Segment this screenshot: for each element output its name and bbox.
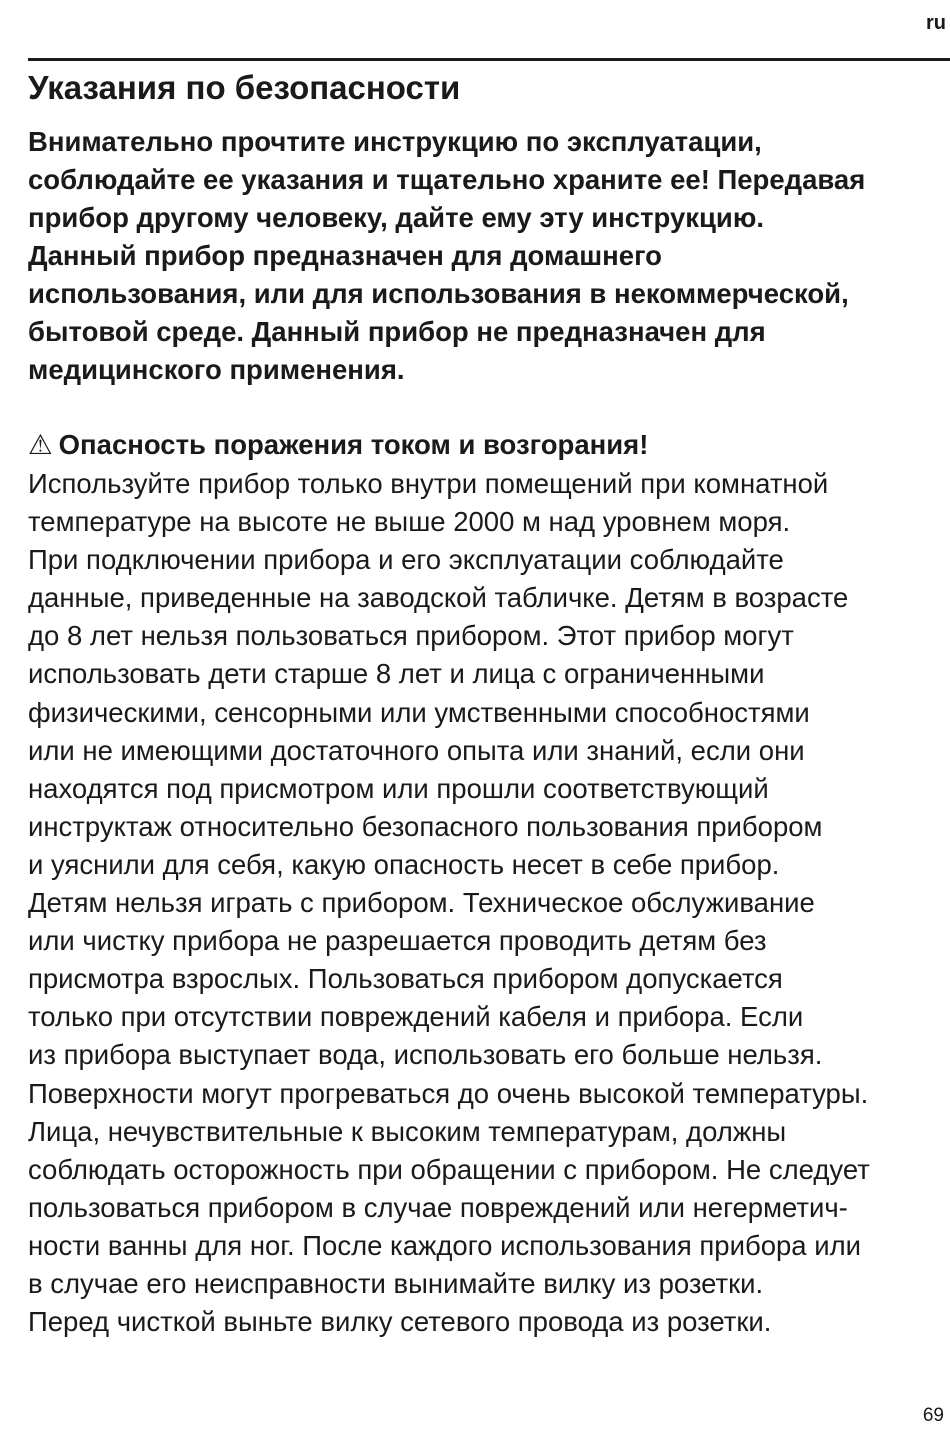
body-line: Лица, нечувствительные к высоким температурам, должны: [28, 1115, 787, 1147]
body-line: температуре на высоте не выше 2000 м над уровнем моря.: [28, 506, 791, 538]
body-line: ности ванны для ног. После каждого использования прибора или: [28, 1229, 862, 1261]
body-line: соблюдать осторожность при обращении с прибором. Не следует: [28, 1153, 870, 1185]
warning-body: [28, 465, 948, 1341]
body-line: При подключении прибора и его эксплуатации соблюдайте: [28, 544, 784, 576]
body-line: или чистку прибора не разрешается проводить детям без: [28, 925, 767, 957]
page-number: 69: [922, 1405, 944, 1426]
language-code: ru: [926, 12, 946, 34]
intro-line: Данный прибор предназначен для домашнего: [28, 240, 662, 271]
intro-paragraph: [28, 123, 948, 389]
body-line: из прибора выступает вода, использовать его больше нельзя.: [28, 1039, 823, 1071]
body-line: только при отсутствии повреждений кабеля и прибора. Если: [28, 1001, 804, 1033]
warning-heading-text: Опасность поражения током и возгорания!: [58, 429, 649, 460]
body-line: или не имеющими достаточного опыта или знаний, если они: [28, 734, 805, 766]
intro-line: соблюдайте ее указания и тщательно храните ее! Передавая: [28, 164, 866, 195]
body-line: присмотра взрослых. Пользоваться прибором допускается: [28, 963, 783, 995]
warning-triangle-icon: ⚠: [28, 429, 53, 460]
body-line: до 8 лет нельзя пользоваться прибором. Этот прибор могут: [28, 620, 794, 652]
intro-line: бытовой среде. Данный прибор не предназначен для: [28, 316, 766, 347]
intro-line: прибор другому человеку, дайте ему эту инструкцию.: [28, 202, 764, 233]
body-line: данные, приведенные на заводской табличке. Детям в возрасте: [28, 582, 849, 614]
body-line: инструктаж относительно безопасного пользования прибором: [28, 810, 823, 842]
body-line: физическими, сенсорными или умственными способностями: [28, 696, 810, 728]
warning-heading: [28, 426, 648, 464]
body-line: Используйте прибор только внутри помещений при комнатной: [28, 468, 829, 499]
intro-line: медицинского применения.: [28, 354, 405, 385]
page-title: Указания по безопасности: [28, 69, 461, 106]
body-line: Перед чисткой выньте вилку сетевого провода из розетки.: [28, 1306, 772, 1338]
intro-line: Внимательно прочтите инструкцию по эксплуатации,: [28, 126, 762, 157]
intro-line: использования, или для использования в некоммерческой,: [28, 278, 849, 309]
body-line: пользоваться прибором в случае повреждений или негерметич-: [28, 1191, 848, 1223]
body-line: Детям нельзя играть с прибором. Техническое обслуживание: [28, 887, 815, 919]
body-line: в случае его неисправности вынимайте вилку из розетки.: [28, 1267, 764, 1299]
body-line: использовать дети старше 8 лет и лица с ограниченными: [28, 658, 765, 690]
body-line: Поверхности могут прогреваться до очень высокой температуры.: [28, 1077, 869, 1109]
body-line: находятся под присмотром или прошли соответствующий: [28, 772, 769, 804]
header-rule: [28, 58, 950, 61]
body-line: и уяснили для себя, какую опасность несет в себе прибор.: [28, 848, 780, 880]
